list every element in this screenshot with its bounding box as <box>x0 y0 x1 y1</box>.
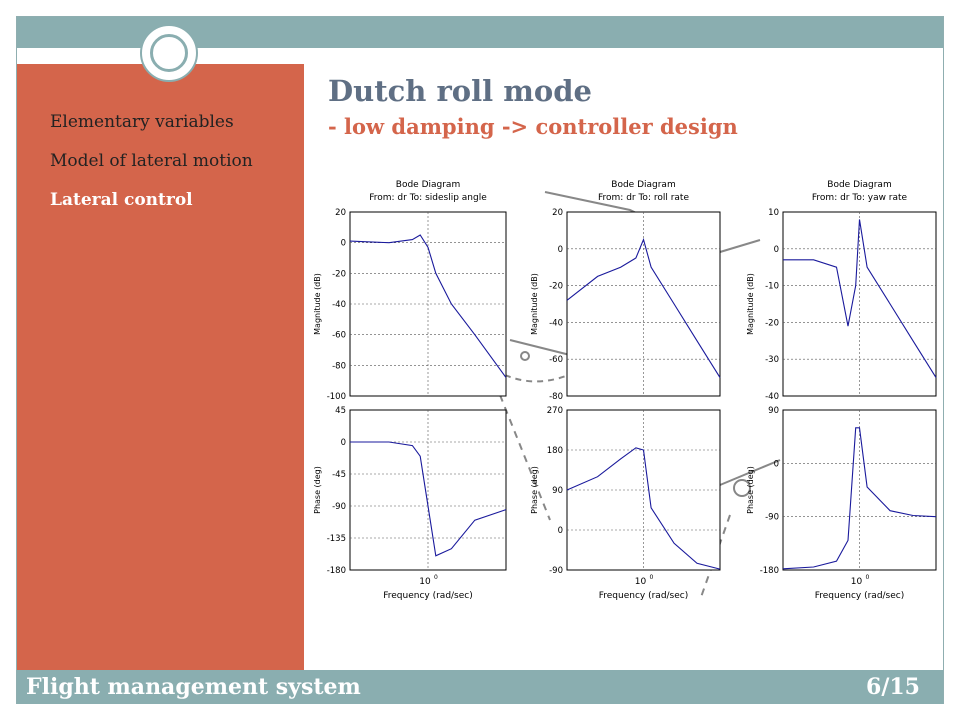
phase-tick-label: -45 <box>332 470 346 480</box>
chart-subtitle: From: dr To: sideslip angle <box>369 193 487 203</box>
magnitude-panel <box>530 208 720 402</box>
chart-subtitle: From: dr To: roll rate <box>598 193 689 203</box>
phase-tick-label: 90 <box>768 406 779 416</box>
magnitude-tick-label: 20 <box>335 208 346 218</box>
x-tick-exponent: 0 <box>865 574 870 581</box>
decorative-circle <box>140 24 198 82</box>
x-axis-label: Frequency (rad/sec) <box>814 591 905 601</box>
magnitude-tick-label: -40 <box>549 318 563 329</box>
x-tick-label: 10 <box>419 577 431 587</box>
sidebar-item-elementary-variables[interactable]: Elementary variables <box>50 112 234 132</box>
bode-chart-2 <box>530 180 720 601</box>
x-tick-exponent: 0 <box>649 574 654 581</box>
phase-tick-label: 270 <box>546 406 563 416</box>
magnitude-tick-label: -30 <box>765 355 779 366</box>
magnitude-tick-label: -20 <box>332 269 346 280</box>
magnitude-panel <box>746 208 936 402</box>
magnitude-tick-label: -20 <box>549 281 563 292</box>
x-axis-label: Frequency (rad/sec) <box>598 591 689 601</box>
magnitude-tick-label: 20 <box>552 208 563 218</box>
sidebar-item-lateral-control[interactable]: Lateral control <box>50 190 193 210</box>
magnitude-tick-label: -80 <box>549 392 563 402</box>
bode-chart-1 <box>313 180 506 601</box>
magnitude-axis-label: Magnitude (dB) <box>746 273 755 335</box>
magnitude-tick-label: -60 <box>332 330 346 341</box>
magnitude-tick-label: -60 <box>549 355 563 366</box>
magnitude-tick-label: -100 <box>326 392 346 402</box>
sidebar-item-model-lateral-motion[interactable]: Model of lateral motion <box>50 151 253 171</box>
magnitude-axis-label: Magnitude (dB) <box>530 273 539 335</box>
phase-tick-label: -135 <box>326 534 346 544</box>
bode-plots-figure <box>300 170 944 615</box>
magnitude-tick-label: -40 <box>332 300 346 310</box>
phase-tick-label: 0 <box>773 459 779 470</box>
slide-title: Dutch roll mode <box>328 74 592 108</box>
phase-axis-label: Phase (deg) <box>746 466 755 514</box>
phase-tick-label: 180 <box>546 446 563 456</box>
phase-tick-label: -90 <box>549 566 563 576</box>
magnitude-panel <box>313 208 506 402</box>
phase-tick-label: -90 <box>765 512 779 523</box>
magnitude-tick-label: -80 <box>332 361 346 372</box>
magnitude-tick-label: 0 <box>340 238 346 249</box>
phase-tick-label: 0 <box>557 526 563 536</box>
magnitude-tick-label: -20 <box>765 318 779 329</box>
phase-axis-label: Phase (deg) <box>530 466 539 514</box>
decorative-circle-inner <box>150 34 188 72</box>
magnitude-tick-label: 0 <box>773 244 779 255</box>
phase-axis-label: Phase (deg) <box>313 466 322 514</box>
bode-chart-3 <box>746 180 936 601</box>
phase-tick-label: -180 <box>759 566 779 576</box>
phase-tick-label: 0 <box>340 438 346 448</box>
x-tick-label: 10 <box>634 577 647 587</box>
phase-panel <box>746 406 936 576</box>
phase-panel <box>313 406 506 576</box>
phase-tick-label: 45 <box>335 406 346 416</box>
magnitude-tick-label: 0 <box>557 244 563 255</box>
sidebar-nav <box>50 112 253 229</box>
chart-title: Bode Diagram <box>611 180 676 190</box>
chart-subtitle: From: dr To: yaw rate <box>811 193 908 203</box>
phase-tick-label: 90 <box>552 486 563 496</box>
footer-title: Flight management system <box>26 674 361 700</box>
magnitude-tick-label: 10 <box>768 208 779 218</box>
page-number: 6/15 <box>866 674 920 700</box>
x-axis-label: Frequency (rad/sec) <box>383 591 473 601</box>
magnitude-tick-label: -10 <box>765 281 779 292</box>
chart-title: Bode Diagram <box>827 180 892 190</box>
slide-subtitle: - low damping -> controller design <box>328 114 738 139</box>
x-tick-label: 10 <box>850 577 863 587</box>
phase-tick-label: -180 <box>326 566 346 576</box>
phase-panel <box>530 406 720 576</box>
chart-title: Bode Diagram <box>395 180 461 190</box>
magnitude-tick-label: -40 <box>765 392 779 402</box>
magnitude-axis-label: Magnitude (dB) <box>313 273 322 335</box>
x-tick-exponent: 0 <box>434 574 438 581</box>
phase-tick-label: -90 <box>332 502 346 512</box>
